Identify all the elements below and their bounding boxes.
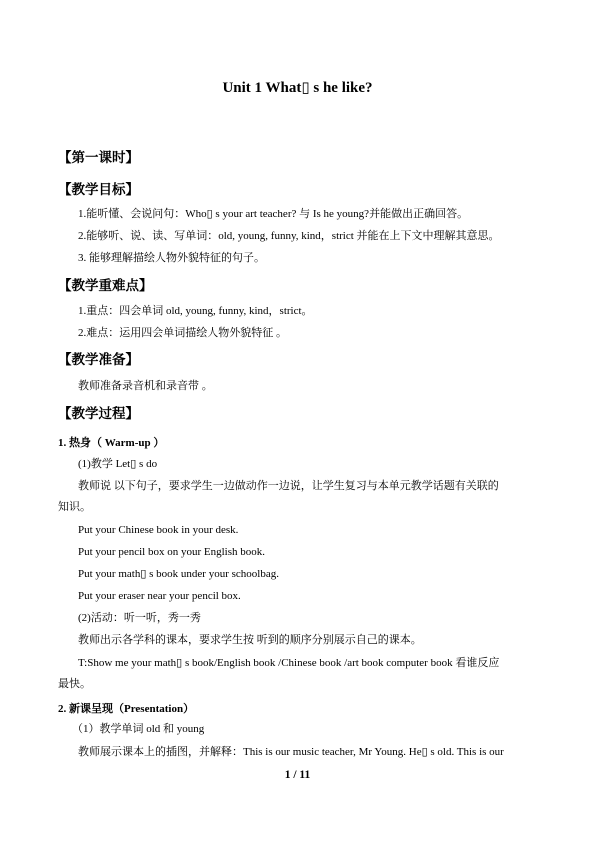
warmup-line: 教师说 以下句子，要求学生一边做动作一边说，让学生复习与本单元教学话题有关联的 <box>78 480 499 492</box>
warmup-heading: 1. 热身（ Warm-up ） <box>58 437 165 449</box>
process-heading: 【教学过程】 <box>58 406 139 421</box>
keypoint-item-2: 2.难点：运用四会单词描绘人物外貌特征 。 <box>78 327 287 339</box>
warmup-line: (2)活动：听一听，秀一秀 <box>78 612 201 624</box>
objective-item-2: 2.能够听、说、读、写单词：old, young, funny, kind，strict 并能在上下文中理解其意思。 <box>78 230 500 242</box>
objective-item-1: 1.能听懂、会说问句：Who▯ s your art teacher? 与 Is he young?并能做出正确回答。 <box>78 208 469 220</box>
keypoint-item-1: 1.重点：四会单词 old, young, funny, kind，strict。 <box>78 305 313 317</box>
objectives-heading: 【教学目标】 <box>58 182 139 197</box>
presentation-heading: 2. 新课呈现（Presentation） <box>58 703 195 715</box>
objective-item-3: 3. 能够理解描绘人物外貌特征的句子。 <box>78 252 265 264</box>
warmup-line: Put your Chinese book in your desk. <box>78 524 239 536</box>
presentation-line: 教师展示课本上的插图，并解释：This is our music teacher, Mr Young. He▯ s old. This is our <box>78 746 504 758</box>
keypoints-heading: 【教学重难点】 <box>58 278 153 293</box>
warmup-line: (1)教学 Let▯ s do <box>78 458 158 470</box>
prep-heading: 【教学准备】 <box>58 352 139 367</box>
warmup-line: 最快。 <box>58 678 91 690</box>
warmup-line: 教师出示各学科的课本，要求学生按 听到的顺序分别展示自己的课本。 <box>78 634 422 646</box>
warmup-line: Put your eraser near your pencil box. <box>78 590 241 602</box>
page-number: 1 / 11 <box>284 769 311 781</box>
prep-text: 教师准备录音机和录音带 。 <box>78 380 213 392</box>
warmup-line: Put your math▯ s book under your schoolbag. <box>78 568 279 580</box>
warmup-line: T:Show me your math▯ s book/English book /Chinese book /art book computer book 看谁反应 <box>78 657 500 669</box>
page-title: Unit 1 What▯ s he like? <box>222 80 373 96</box>
warmup-line: 知识。 <box>58 501 91 513</box>
lesson-heading: 【第一课时】 <box>58 150 139 165</box>
presentation-line: （1）教学单词 old 和 young <box>72 723 205 735</box>
warmup-line: Put your pencil box on your English book. <box>78 546 265 558</box>
